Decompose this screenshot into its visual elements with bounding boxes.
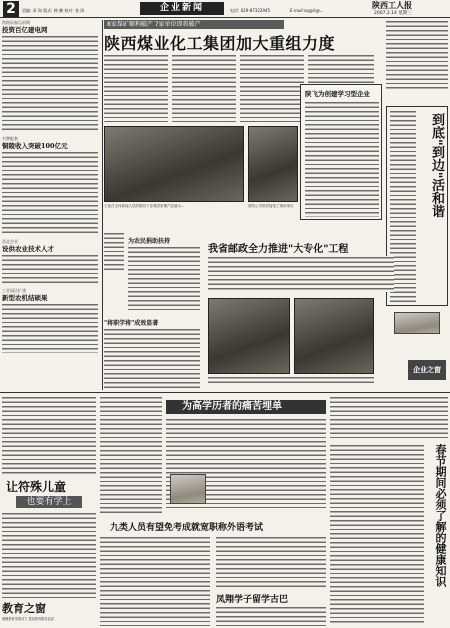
lower-center-sidebar [100, 396, 162, 516]
mid-body-2 [104, 328, 200, 388]
health-knowledge-title: 春节期间必须了解的健康知识 [434, 444, 447, 587]
lead-photo-caption-2: 洛阳公司领导接受了现场采访 [248, 204, 294, 208]
lower-center [100, 396, 326, 626]
lead-photo-group [248, 126, 298, 202]
story3-kicker: 西北企业 [2, 239, 18, 244]
lead-body-1 [104, 54, 168, 122]
fengxiang-body [216, 606, 326, 626]
story1-kicker: 铁路局春运前期 [2, 20, 30, 25]
mid-head-1: 为农民捐助扶持 [128, 238, 171, 245]
story1-body [2, 35, 98, 133]
story4-kicker: 工业园区扩建 [2, 288, 26, 293]
lower-center-right-body [216, 536, 326, 588]
banner-highedu: 为高学历者的痛苦埋单 [166, 400, 326, 414]
masthead-editors: 责编: 章 海 版式: 韩 鹏 校对: 卷 海 [22, 8, 85, 13]
mid-photo-group [294, 298, 374, 374]
lower-center-chart-photo [170, 474, 206, 504]
lower-right [330, 396, 448, 626]
lower-right-body-1 [330, 396, 448, 440]
mid-section [104, 232, 400, 392]
section-title: 企业新闻 [140, 2, 224, 15]
right-photo [394, 312, 440, 334]
story2-body [2, 151, 98, 235]
mid-body-1 [128, 246, 200, 312]
mid-photo-caption [208, 376, 374, 386]
special-kids-headline-2: 也要有学上 [16, 496, 82, 508]
lead-body-2 [172, 54, 236, 122]
mid-left-stories [104, 232, 200, 382]
box-shaanfei [300, 84, 382, 220]
education-window-sub: 凝聚教育发展动力 提高教育服务品质 [2, 617, 55, 621]
lower-left [2, 396, 96, 626]
mid-left-sidebar [104, 232, 124, 272]
page-number: 2 [3, 1, 19, 17]
story2-kicker: 名牌配套 [2, 136, 18, 141]
lower-left-body-1 [2, 396, 96, 474]
section-divider [0, 392, 450, 393]
lower-left-body-2 [2, 512, 96, 598]
left-column [2, 20, 100, 330]
masthead-phone: 电话: 029-87322945 [230, 8, 271, 13]
fengxiang-headline: 凤翔学子留学古巴 [216, 595, 289, 605]
special-kids-headline-1: 让符殊儿童 [6, 480, 67, 494]
story4-headline: 新型农机结硕果 [2, 294, 48, 302]
masthead-rule [0, 17, 450, 18]
masthead [0, 0, 450, 18]
education-window-stamp: 教育之窗 [2, 602, 46, 615]
story1-headline: 投资百亿建电网 [2, 26, 48, 34]
masthead-email: E-mail:sxgyb@... [290, 8, 324, 13]
mid-postal-headline: 我省邮政全力推进"大专化"工程 [208, 244, 349, 255]
exam-body [100, 536, 210, 626]
lead-photo-motorcycles [104, 126, 244, 202]
right-vertical-title: 到底"到边"活和谐 [429, 113, 444, 218]
box-shaanfei-headline: 陕飞为创建学习型企业 [305, 90, 370, 98]
stamp-corporate: 企业之窗 [408, 360, 446, 380]
story2-headline: 铜陵收入突破100亿元 [2, 142, 68, 150]
story3-headline: 设供农业技术人才 [2, 245, 54, 253]
column-divider [102, 20, 103, 390]
lead-kicker: 8家煤矿顺利破产 7家单位即将破产 [104, 20, 284, 29]
lead-photo-caption: 王某在全体新闻人员的陪同下参观洪家楼产品展示... [104, 204, 185, 208]
mid-postal-body [208, 256, 394, 292]
lead-headline: 陕西煤业化工集团加大重组力度 [104, 34, 336, 53]
story4-body [2, 303, 98, 353]
lower-right-body-2 [330, 444, 424, 624]
issue-date: 2007.2.14 星期三 [374, 11, 412, 16]
box-shaanfei-body [305, 101, 379, 217]
paper-name: 陕西工人报 [372, 0, 412, 10]
exam-headline: 九类人员有望免考成就宽职称外语考试 [110, 523, 264, 533]
mid-photo-dancers [208, 298, 290, 374]
lead-body-3 [240, 54, 304, 122]
mid-head-2: "将职学将"成效显著 [104, 320, 159, 327]
right-top-body [386, 20, 448, 90]
story3-body [2, 254, 98, 284]
